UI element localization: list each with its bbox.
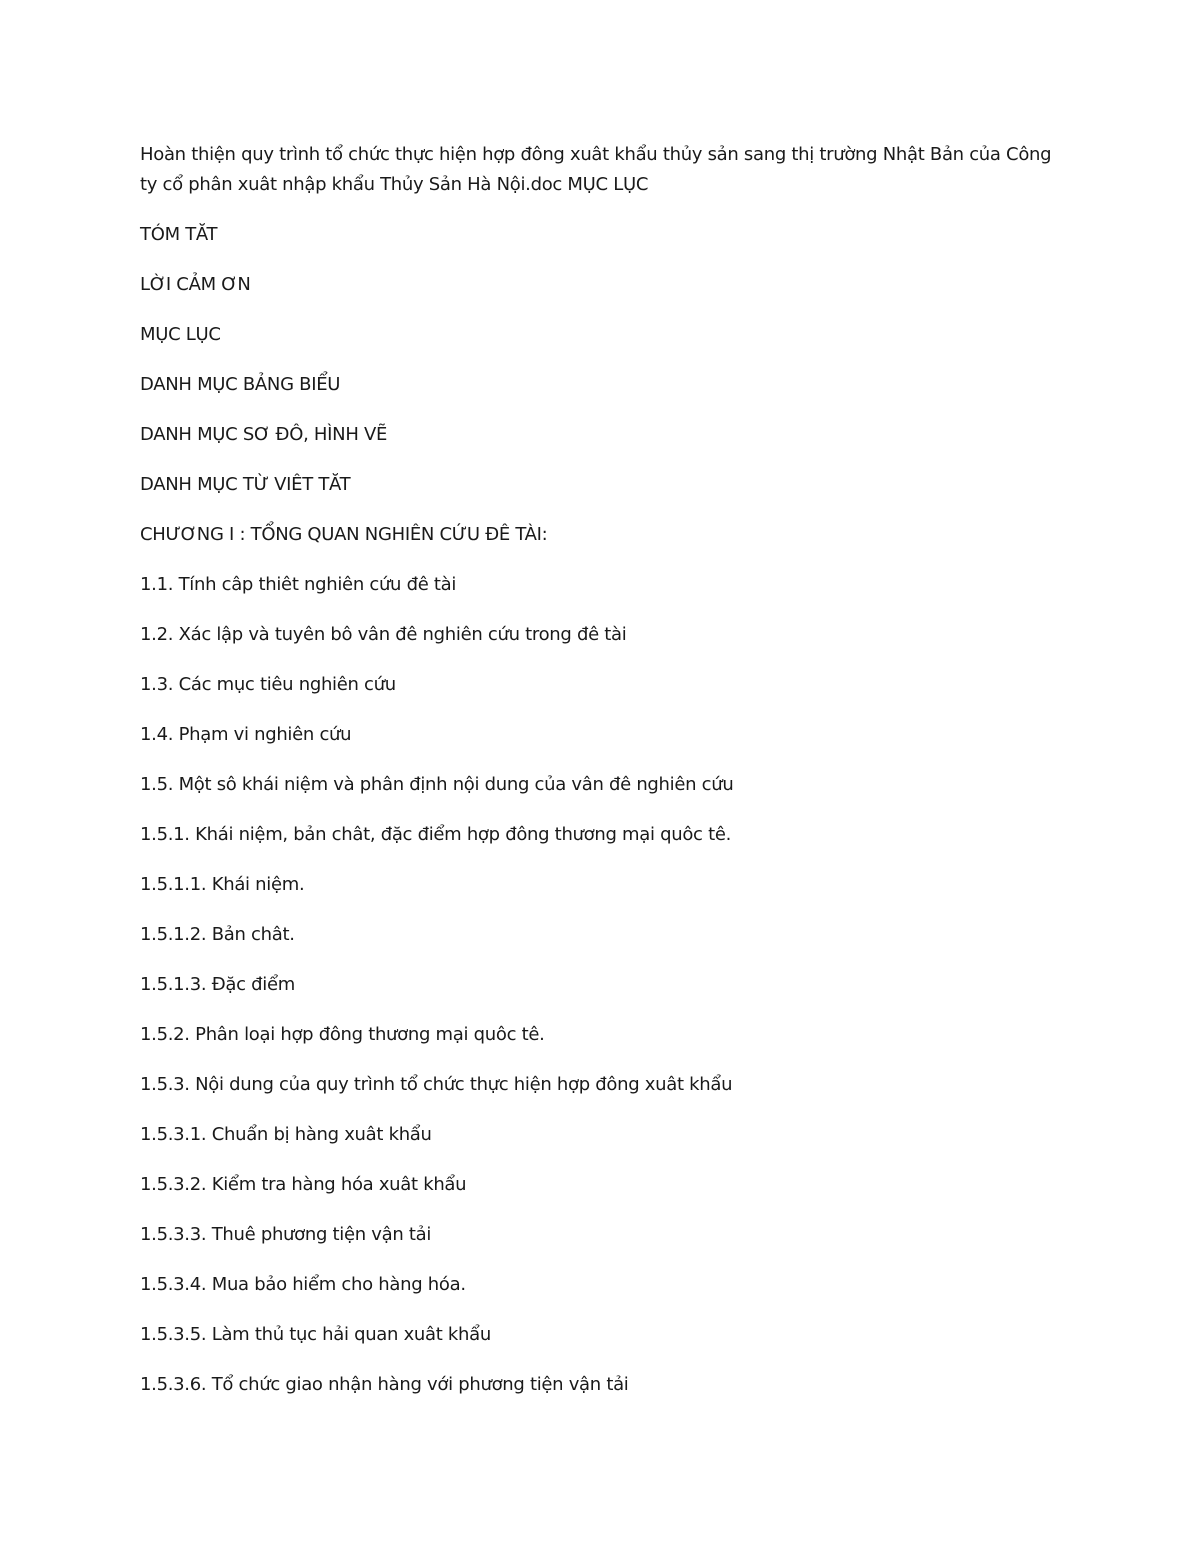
toc-item: 1.5.1.1. Khái niệm. bbox=[140, 874, 305, 895]
toc-item: 1.5.1.2. Bản chât. bbox=[140, 924, 295, 945]
table-of-contents bbox=[140, 220, 1070, 1400]
toc-item: DANH MỤC BẢNG BIỂU bbox=[140, 374, 341, 395]
toc-item: 1.1. Tính câp thiêt nghiên cứu đê tài bbox=[140, 574, 457, 595]
toc-item: 1.4. Phạm vi nghiên cứu bbox=[140, 724, 352, 745]
toc-item: TÓM TĂT bbox=[140, 224, 218, 245]
toc-item: 1.5.3.4. Mua bảo hiểm cho hàng hóa. bbox=[140, 1274, 466, 1295]
toc-item: 1.5.3.1. Chuẩn bị hàng xuât khẩu bbox=[140, 1124, 432, 1145]
toc-item: MỤC LỤC bbox=[140, 324, 221, 345]
toc-item: DANH MỤC TỪ VIÊT TĂT bbox=[140, 474, 351, 495]
toc-item: 1.3. Các mục tiêu nghiên cứu bbox=[140, 674, 396, 695]
toc-item: 1.2. Xác lập và tuyên bô vân đê nghiên cứu trong đê tài bbox=[140, 624, 627, 645]
toc-item: CHƯƠNG I : TỔNG QUAN NGHIÊN CỨU ĐÊ TÀI: bbox=[140, 524, 548, 545]
toc-item: LỜI CẢM ƠN bbox=[140, 274, 251, 295]
toc-item: 1.5.3.6. Tổ chức giao nhận hàng với phương tiện vận tải bbox=[140, 1374, 629, 1395]
toc-item: 1.5.2. Phân loại hợp đông thương mại quôc tê. bbox=[140, 1024, 545, 1045]
toc-item: 1.5.3. Nội dung của quy trình tổ chức thực hiện hợp đông xuât khẩu bbox=[140, 1074, 733, 1095]
toc-item: 1.5.1.3. Đặc điểm bbox=[140, 974, 295, 995]
toc-item: 1.5.1. Khái niệm, bản chât, đặc điểm hợp đông thương mại quôc tê. bbox=[140, 824, 732, 845]
toc-item: 1.5.3.5. Làm thủ tục hải quan xuât khẩu bbox=[140, 1324, 492, 1345]
toc-item: 1.5.3.3. Thuê phương tiện vận tải bbox=[140, 1224, 432, 1245]
toc-item: DANH MỤC SƠ ĐÔ, HÌNH VẼ bbox=[140, 424, 388, 445]
toc-item: 1.5. Một sô khái niệm và phân định nội dung của vân đê nghiên cứu bbox=[140, 774, 734, 795]
document-content bbox=[140, 140, 1070, 1420]
document-title: Hoàn thiện quy trình tổ chức thực hiện hợp đông xuât khẩu thủy sản sang thị trường Nhật Bản của Công ty cổ phân xuât nhập khẩu Thủy Sản Hà Nội.doc MỤC LỤC bbox=[140, 144, 1052, 195]
toc-item: 1.5.3.2. Kiểm tra hàng hóa xuât khẩu bbox=[140, 1174, 467, 1195]
